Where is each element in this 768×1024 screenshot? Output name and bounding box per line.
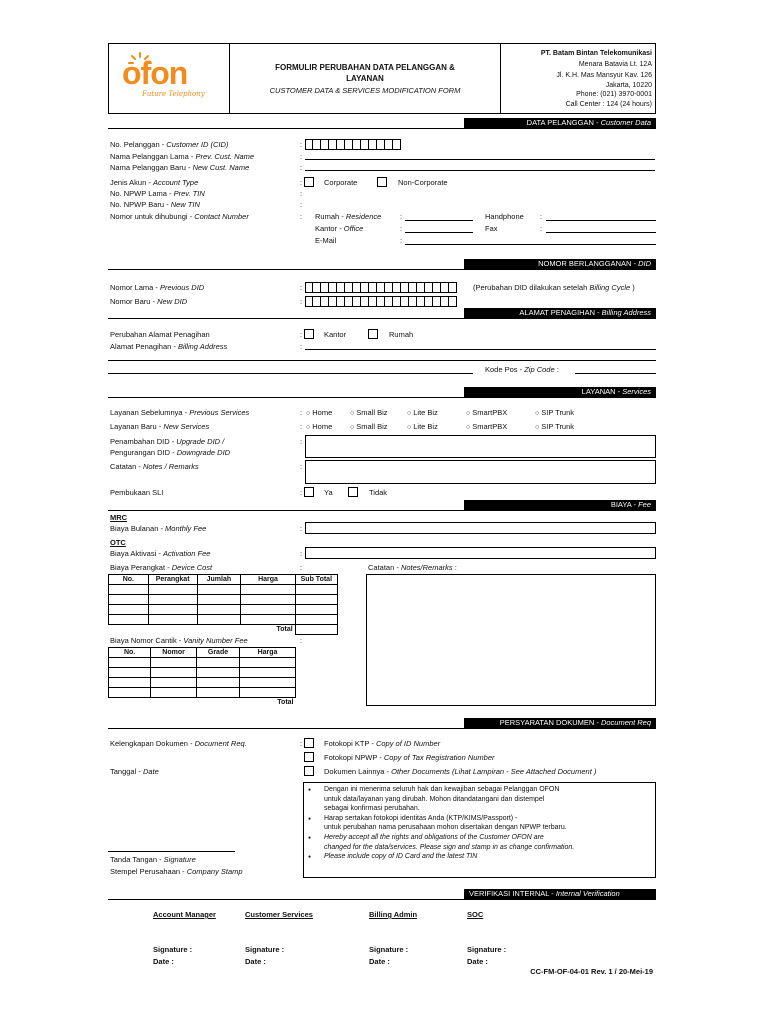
am-date-label: Date :: [153, 957, 174, 966]
colon: :: [540, 212, 543, 221]
npwp-label: Fotokopi NPWP - Copy of Tax Registration Number: [324, 753, 495, 762]
col-number: Nomor: [151, 648, 197, 658]
section-rule-docs: [108, 728, 656, 729]
company-address3: Jakarta, 10220: [605, 82, 652, 89]
label-downgrade-did: Pengurangan DID - Downgrade DID: [110, 448, 231, 457]
terms-item-2-line2: untuk perubahan nama perusahaan mohon disertakan dengan NPWP terbaru.: [324, 824, 567, 832]
zip-code-field[interactable]: [575, 373, 656, 374]
colon: :: [400, 236, 403, 245]
colon: :: [300, 408, 303, 417]
colon: :: [300, 563, 303, 572]
terms-item-1: ● Dengan ini menerima seluruh hak dan kewajiban sebagai Pelanggan OFON: [324, 785, 574, 795]
form-code: CC-FM-OF-04-01 Rev. 1 / 20-Mei-19: [530, 967, 653, 976]
col-grade: Grade: [197, 648, 240, 658]
colon: :: [300, 140, 303, 149]
colon: :: [300, 189, 303, 198]
table-row[interactable]: [109, 658, 296, 668]
label-device-cost: Biaya Perangkat - Device Cost: [110, 563, 213, 572]
table-row[interactable]: [109, 585, 338, 595]
signature-line[interactable]: [108, 851, 235, 852]
company-phone: Phone: (021) 3970-0001: [576, 91, 652, 98]
role-customer-services: Customer Services: [245, 910, 313, 919]
label-mrc: MRC: [110, 513, 128, 522]
upgrade-did-textarea[interactable]: [305, 435, 656, 458]
colon: :: [400, 212, 403, 221]
form-title-line1: FORMULIR PERUBAHAN DATA PELANGGAN &: [275, 63, 455, 72]
company-address1: Menara Batavia Lt. 12A: [578, 61, 652, 68]
prev-cust-name-field[interactable]: [305, 159, 655, 160]
other-docs-label: Dokumen Lainnya - Other Documents (Lihat Lampiran - See Attached Document ): [324, 767, 597, 776]
device-cost-table: [108, 574, 338, 635]
colon: :: [540, 224, 543, 233]
did-change-note: (Perubahan DID dilakukan setelah Billing Cycle ): [473, 283, 635, 292]
colon: :: [400, 224, 403, 233]
colon: :: [300, 283, 303, 292]
section-bar-document-req: PERSYARATAN DOKUMEN - Document Req: [464, 718, 656, 728]
email-field[interactable]: [405, 244, 656, 245]
label-new-cust-name: Nama Pelanggan Baru - New Cust. Name: [110, 163, 250, 172]
previous-did-input[interactable]: [305, 282, 457, 293]
terms-item-2: ● Harap sertakan fotokopi identitas Anda (KTP/KIMS/Passport) -: [324, 814, 574, 824]
colon: :: [300, 178, 303, 187]
colon: :: [300, 163, 303, 172]
prev-service-litebiz-radio[interactable]: ○ Lite Biz: [407, 408, 438, 418]
billing-address-line1[interactable]: [305, 349, 656, 350]
label-email: E-Mail: [315, 236, 337, 245]
am-signature-label: Signature :: [153, 945, 193, 954]
ofon-logo: [120, 52, 220, 102]
col-price: Harga: [240, 648, 296, 658]
table-total-row: [109, 698, 296, 708]
label-otc: OTC: [110, 538, 126, 547]
label-company-stamp: Stempel Perusahaan - Company Stamp: [110, 867, 243, 876]
colon: :: [300, 437, 303, 446]
section-bar-customer-data: DATA PELANGGAN - Customer Data: [464, 118, 656, 128]
billing-kantor-label: Kantor: [324, 330, 347, 339]
office-phone-field[interactable]: [405, 232, 473, 233]
new-cust-name-field[interactable]: [305, 170, 655, 171]
role-soc: SOC: [467, 910, 484, 919]
label-document-completeness: Kelengkapan Dokumen - Document Req.: [110, 739, 247, 748]
billing-rumah-checkbox[interactable]: [368, 329, 378, 339]
fee-remarks-textarea[interactable]: [366, 574, 656, 706]
col-subtotal: Sub Total: [295, 575, 337, 585]
label-new-did: Nomor Baru - New DID: [110, 297, 188, 306]
table-row[interactable]: [109, 605, 338, 615]
billing-address-line3[interactable]: [108, 373, 473, 374]
new-did-input[interactable]: [305, 296, 457, 307]
ba-signature-label: Signature :: [369, 945, 409, 954]
colon: :: [300, 297, 303, 306]
noncorporate-checkbox[interactable]: [377, 177, 387, 187]
label-change-billing-address: Perubahan Alamat Penagihan: [110, 330, 210, 339]
section-rule-services: [108, 397, 656, 398]
header-divider-right: [500, 43, 501, 114]
terms-item-1-line3: sebagai konfirmasi perubahan.: [324, 805, 420, 813]
table-row[interactable]: [109, 668, 296, 678]
logo-tagline: Future Telephony: [142, 90, 205, 98]
vanity-number-table: [108, 647, 296, 707]
label-prev-tin: No. NPWP Lama - Prev. TIN: [110, 189, 205, 198]
section-rule-billing: [108, 318, 656, 319]
label-prev-cust-name: Nama Pelanggan Lama - Prev. Cust. Name: [110, 152, 255, 161]
new-service-smallbiz-radio[interactable]: ○ Small Biz: [350, 422, 388, 432]
prev-service-siptrunk-radio[interactable]: ○ SIP Trunk: [535, 408, 574, 418]
col-no: No.: [109, 575, 149, 585]
corporate-checkbox[interactable]: [304, 177, 314, 187]
col-no: No.: [109, 648, 151, 658]
table-row[interactable]: [109, 688, 296, 698]
sli-tidak-label: Tidak: [369, 488, 388, 497]
new-service-smartpbx-radio[interactable]: ○ SmartPBX: [466, 422, 507, 432]
corporate-label: Corporate: [324, 178, 358, 187]
section-bar-services: LAYANAN - Services: [464, 387, 656, 397]
noncorporate-label: Non-Corporate: [398, 178, 448, 187]
col-device: Perangkat: [148, 575, 197, 585]
terms-text: [324, 785, 574, 862]
colon: :: [300, 212, 303, 221]
prev-service-smallbiz-radio[interactable]: ○ Small Biz: [350, 408, 388, 418]
colon: :: [300, 739, 303, 748]
label-date: Tanggal - Date: [110, 767, 159, 776]
label-fax: Fax: [485, 224, 498, 233]
company-name: PT. Batam Bintan Telekomunikasi: [540, 50, 652, 57]
table-row[interactable]: [109, 595, 338, 605]
ktp-checkbox[interactable]: [304, 738, 314, 748]
label-previous-did: Nomor Lama - Previous DID: [110, 283, 205, 292]
table-header-row: [109, 648, 296, 658]
label-handphone: Handphone: [485, 212, 524, 221]
role-account-manager: Account Manager: [153, 910, 216, 919]
section-rule-did: [108, 269, 656, 270]
section-bar-billing-address: ALAMAT PENAGIHAN - Billing Address: [464, 308, 656, 318]
colon: :: [300, 462, 303, 471]
terms-item-3: ● Hereby accept all the rights and obligations of the Customer OFON are: [324, 833, 574, 843]
colon: :: [300, 330, 303, 339]
section-rule-fee: [108, 510, 656, 511]
table-row[interactable]: [109, 615, 338, 625]
activation-fee-input[interactable]: [305, 547, 656, 559]
terms-item-4: ● Please include copy of ID Card and the latest TIN: [324, 852, 574, 862]
new-service-home-radio[interactable]: ○ Home: [306, 422, 332, 432]
company-address2: Jl. K.H. Mas Mansyur Kav. 126: [556, 72, 652, 79]
col-quantity: Jumlah: [197, 575, 241, 585]
label-signature: Tanda Tangan - Signature: [110, 855, 196, 864]
prev-service-home-radio[interactable]: ○ Home: [306, 408, 332, 418]
label-notes-remarks: Catatan - Notes / Remarks: [110, 462, 199, 471]
colon: :: [300, 488, 303, 497]
section-rule-verification: [108, 899, 656, 900]
label-remarks: Catatan - Notes/Remarks :: [368, 563, 457, 572]
colon: :: [300, 636, 303, 645]
section-bar-fee: BIAYA - Fee: [464, 500, 656, 510]
billing-kantor-checkbox[interactable]: [304, 329, 314, 339]
soc-date-label: Date :: [467, 957, 488, 966]
new-service-litebiz-radio[interactable]: ○ Lite Biz: [407, 422, 438, 432]
colon: :: [300, 342, 303, 351]
table-row[interactable]: [109, 678, 296, 688]
col-price: Harga: [241, 575, 295, 585]
other-docs-checkbox[interactable]: [304, 766, 314, 776]
new-service-siptrunk-radio[interactable]: ○ SIP Trunk: [535, 422, 574, 432]
terms-item-1-line2: untuk data/layanan yang dirubah. Mohon ditandatangani dan distempel: [324, 795, 545, 803]
fax-field[interactable]: [546, 232, 656, 233]
customer-id-input[interactable]: [305, 139, 401, 150]
label-sli: Pembukaan SLI: [110, 488, 164, 497]
monthly-fee-input[interactable]: [305, 522, 656, 534]
section-bar-internal-verification: VERIFIKASI INTERNAL - Internal Verification: [464, 889, 656, 899]
cs-date-label: Date :: [245, 957, 266, 966]
label-office: Kantor - Office: [315, 224, 364, 233]
colon: :: [300, 549, 303, 558]
prev-service-smartpbx-radio[interactable]: ○ SmartPBX: [466, 408, 507, 418]
billing-rumah-label: Rumah: [389, 330, 414, 339]
label-vanity-fee: Biaya Nomor Cantik - Vanity Number Fee: [110, 636, 248, 645]
label-account-type: Jenis Akun - Account Type: [110, 178, 199, 187]
npwp-checkbox[interactable]: [304, 752, 314, 762]
company-callcenter: Call Center : 124 (24 hours): [565, 101, 652, 108]
colon: :: [300, 152, 303, 161]
form-title-line2: LAYANAN: [346, 74, 384, 83]
ktp-label: Fotokopi KTP - Copy of ID Number: [324, 739, 441, 748]
label-activation-fee: Biaya Aktivasi - Activation Fee: [110, 549, 211, 558]
section-bar-did: NOMOR BERLANGGANAN - DID: [464, 259, 656, 269]
soc-signature-label: Signature :: [467, 945, 507, 954]
total-label: Total: [240, 698, 296, 708]
total-label: Total: [276, 626, 293, 634]
label-new-tin: No. NPWP Baru - New TIN: [110, 200, 200, 209]
cs-signature-label: Signature :: [245, 945, 285, 954]
device-total-cell[interactable]: [295, 625, 337, 635]
terms-item-3-line2: changed for the data/services. Please sign and stamp in as change confirmation.: [324, 843, 575, 851]
label-upgrade-did: Penambahan DID - Upgrade DID /: [110, 437, 225, 446]
sli-ya-checkbox[interactable]: [304, 487, 314, 497]
services-notes-textarea[interactable]: [305, 460, 656, 484]
colon: :: [300, 200, 303, 209]
residence-phone-field[interactable]: [405, 220, 473, 221]
form-title-english: CUSTOMER DATA & SERVICES MODIFICATION FORM: [269, 86, 461, 95]
handphone-field[interactable]: [546, 220, 656, 221]
label-new-services: Layanan Baru - New Services: [110, 422, 210, 431]
label-contact-number: Nomor untuk dihubungi - Contact Number: [110, 212, 249, 221]
table-total-row: [109, 625, 338, 635]
sli-ya-label: Ya: [324, 488, 333, 497]
logo-wordmark: ofon: [122, 55, 188, 91]
label-previous-services: Layanan Sebelumnya - Previous Services: [110, 408, 250, 417]
billing-address-line2[interactable]: [108, 360, 656, 361]
label-residence: Rumah - Residence: [315, 212, 382, 221]
colon: :: [300, 524, 303, 533]
label-customer-id: No. Pelanggan - Customer ID (CID): [110, 140, 229, 149]
ba-date-label: Date :: [369, 957, 390, 966]
label-billing-address: Alamat Penagihan - Billing Address: [110, 342, 228, 351]
colon: :: [300, 422, 303, 431]
role-billing-admin: Billing Admin: [369, 910, 418, 919]
section-rule-customer-data: [108, 128, 656, 129]
label-zip-code: Kode Pos - Zip Code :: [485, 365, 559, 374]
label-monthly-fee: Biaya Bulanan - Monthly Fee: [110, 524, 207, 533]
sli-tidak-checkbox[interactable]: [348, 487, 358, 497]
table-header-row: [109, 575, 338, 585]
